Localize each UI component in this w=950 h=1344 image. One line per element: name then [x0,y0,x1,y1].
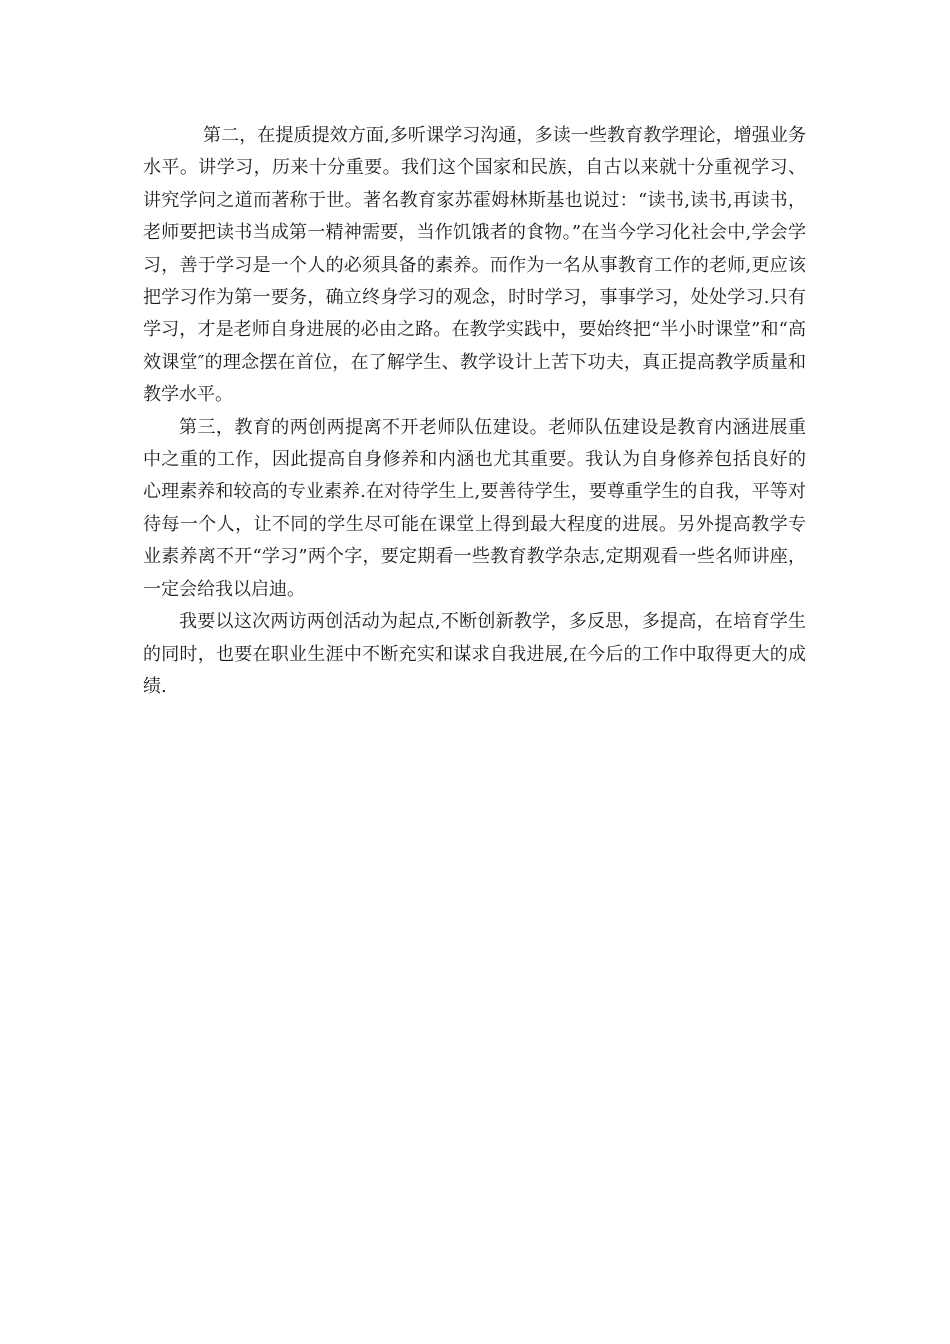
document-body [143,120,806,703]
paragraph-third-point: 第三，教育的两创两提离不开老师队伍建设。老师队伍建设是教育内涵进展重中之重的工作，因此提高自身修养和内涵也尤其重要。我认为自身修养包括良好的心理素养和较高的专业素养.在对待学生上,要善待学生，要尊重学生的自我，平等对待每一个人，让不同的学生尽可能在课堂上得到最大程度的进展。另外提高教学专业素养离不开“学习”两个字，要定期看一些教育教学杂志,定期观看一些名师讲座，一定会给我以启迪。 [143,416,806,600]
paragraph-conclusion: 我要以这次两访两创活动为起点,不断创新教学，多反思，多提高，在培育学生的同时，也要在职业生涯中不断充实和谋求自我进展,在今后的工作中取得更大的成绩. [143,611,806,697]
paragraph-second-point: 第二，在提质提效方面,多听课学习沟通，多读一些教育教学理论，增强业务水平。讲学习，历来十分重要。我们这个国家和民族，自古以来就十分重视学习、讲究学问之道而著称于世。著名教育家苏霍姆林斯基也说过：“读书,读书,再读书，老师要把读书当成第一精神需要，当作饥饿者的食物。”在当今学习化社会中,学会学习，善于学习是一个人的必须具备的素养。而作为一名从事教育工作的老师,更应该把学习作为第一要务，确立终身学习的观念，时时学习，事事学习，处处学习.只有学习，才是老师自身进展的必由之路。在教学实践中，要始终把“半小时课堂”和“高效课堂″的理念摆在首位，在了解学生、教学设计上苦下功夫，真正提高教学质量和教学水平。 [143,125,806,406]
